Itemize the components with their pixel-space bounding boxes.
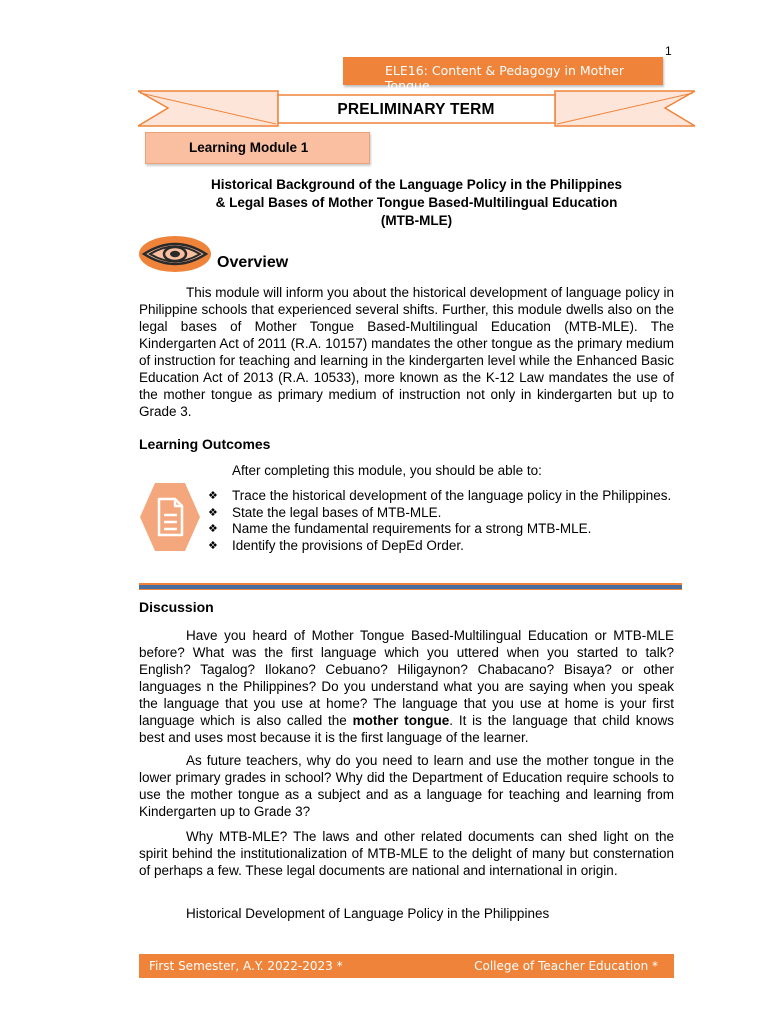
overview-paragraph: This module will inform you about the historical development of language policy in Philippine schools that experienced several shifts. Further, this module dwells also on the legal bases of Mother Tongue Based-Multilingual Education (MTB-MLE). The Kindergarten Act of 2011 (R.A. 10157) mandates the other tongue as the primary medium of instruction for teaching and learning in the kindergarten level while the Enhanced Basic Education Act of 2013 (R.A. 10533), more known as the K-12 Law mandates the use of the mother tongue as primary medium of instruction not only in kindergarten but up to Grade 3. [139,285,674,419]
discussion-heading: Discussion [139,599,214,615]
discussion-paragraph-3: Why MTB-MLE? The laws and other related documents can shed light on the spirit behind the institutionalization of MTB-MLE to the delight of many but consternation of perhaps a few. These legal documents are national and international in origin. [139,829,674,878]
term-title: PRELIMINARY TERM [337,101,495,118]
footer-college: College of Teacher Education * [474,959,658,973]
footer-semester: First Semester, A.Y. 2022-2023 * [149,959,343,973]
eye-icon [138,234,216,274]
discussion-paragraph-2: As future teachers, why do you need to learn and use the mother tongue in the lower primary grades in school? Why did the Department of Education require schools to use the mother tongue as a subject and as a language for teaching and learning from Kindergarten up to Grade 3? [139,753,674,819]
learning-outcomes-intro: After completing this module, you should be able to: [232,463,542,478]
bullet-icon: ❖ [208,505,218,519]
list-item: ❖ Trace the historical development of the language policy in the Philippines. [208,488,672,503]
list-item: ❖ Identify the provisions of DepEd Order. [208,537,464,553]
list-item: ❖ Name the fundamental requirements for a strong MTB-MLE. [208,521,592,536]
discussion-subheading: Historical Development of Language Policy in the Philippines [186,906,550,921]
list-item: ❖ State the legal bases of MTB-MLE. [208,504,442,520]
module-label-tab [145,132,370,164]
bullet-icon: ❖ [208,538,218,552]
course-banner [343,57,663,93]
mother-tongue-term: mother tongue [352,713,450,728]
course-banner-text: ELE16: Content & Pedagogy in Mother Tongue [385,63,624,93]
module-title [140,176,693,230]
section-divider [139,583,682,590]
bullet-icon: ❖ [208,489,218,502]
module-title-line: (MTB-MLE) [380,213,453,228]
module-label: Learning Module 1 [189,140,309,155]
module-title-line: & Legal Bases of Mother Tongue Based-Multilingual Education [215,195,618,210]
discussion-paragraph-1: Have you heard of Mother Tongue Based-Multilingual Education or MTB-MLE before? What was the first language which you uttered when you started to talk? English? Tagalog? Ilokano? Cebuano? Hiligaynon? Chabacano? Bisaya? or other languages n the Philippines? Do you understand what you are saying when you speak the language that you use at home? The language that you use at home is your first language which is also called the mother tongue. It is the language that child knows best and uses most because it is the first language of the learner. [139,628,674,745]
overview-heading: Overview [217,254,289,271]
learning-outcomes-heading: Learning Outcomes [139,436,271,452]
page-number: 1 [665,44,672,58]
bullet-icon: ❖ [208,522,218,535]
module-title-line: Historical Background of the Language Policy in the Philippines [210,177,623,192]
page-footer [139,954,674,978]
learning-outcomes-list [208,488,674,554]
document-icon [139,481,201,553]
